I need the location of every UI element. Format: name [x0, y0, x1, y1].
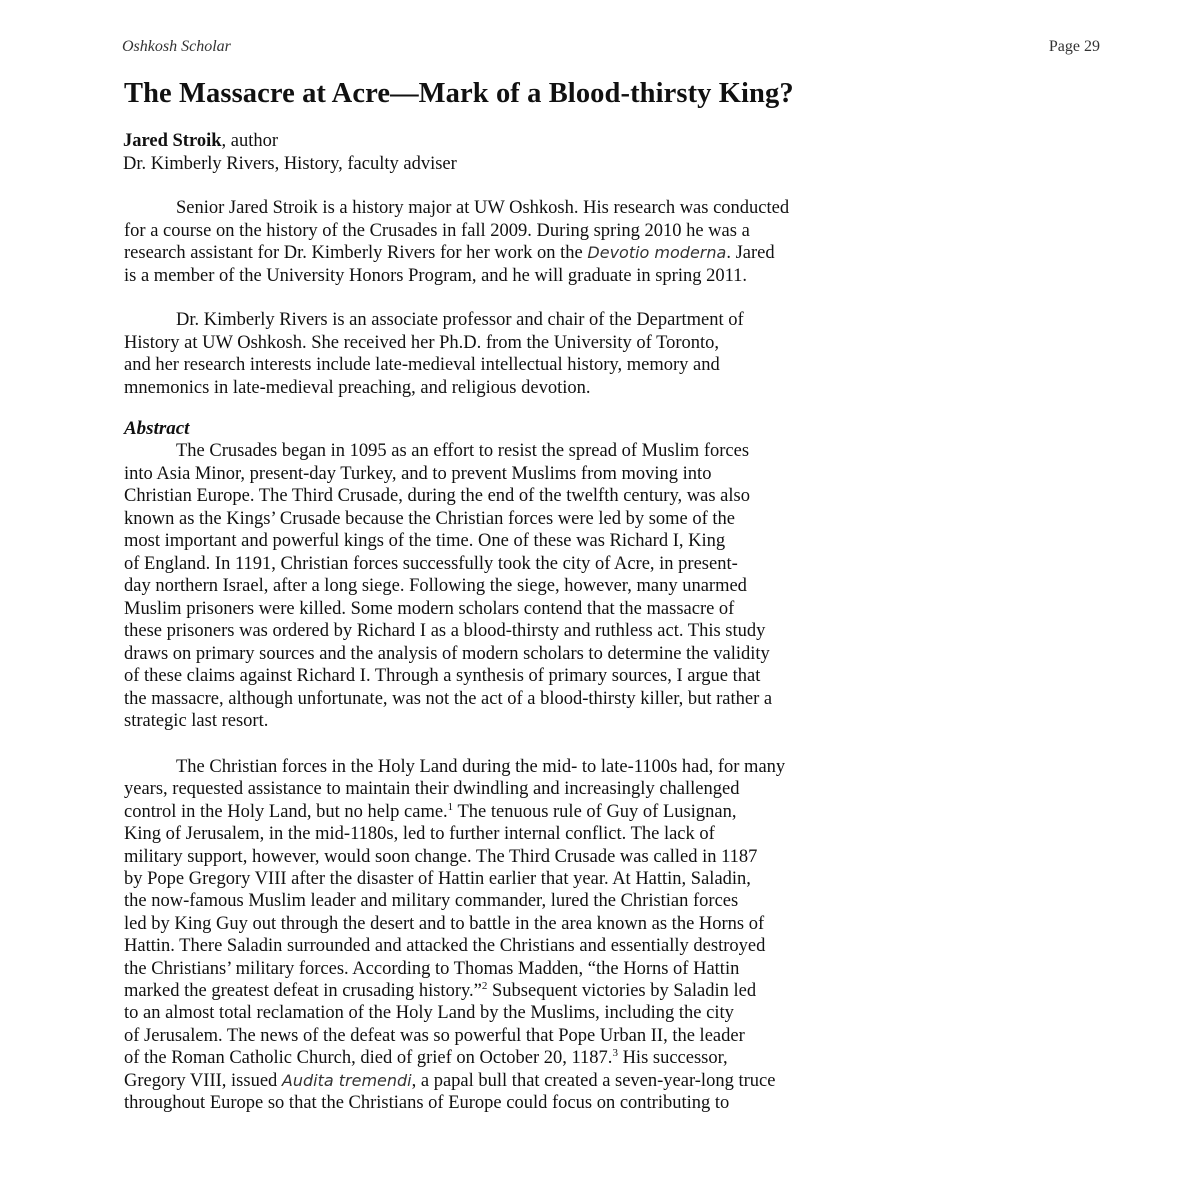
- text-line: is a member of the University Honors Program, and he will graduate in spring 2011.: [124, 265, 748, 286]
- text-line: draws on primary sources and the analysis of modern scholars to determine the validity: [124, 643, 770, 664]
- text-line: the massacre, although unfortunate, was not the act of a blood-thirsty killer, but rather a: [124, 688, 773, 709]
- footnote-marker: 2: [481, 979, 488, 992]
- text-line: the Christians’ military forces. According to Thomas Madden, “the Horns of Hattin: [124, 958, 740, 979]
- article-title: The Massacre at Acre—Mark of a Blood-thirsty King?: [124, 78, 794, 109]
- text-line: these prisoners was ordered by Richard I as a blood-thirsty and ruthless act. This study: [124, 621, 766, 641]
- text-line: military support, however, would soon change. The Third Crusade was called in 1187: [124, 846, 758, 867]
- text-line: led by King Guy out through the desert and to battle in the area known as the Horns of: [124, 913, 765, 934]
- text-segment: Gregory VIII, issued: [124, 1070, 282, 1091]
- text-line: years, requested assistance to maintain their dwindling and increasingly challenged: [124, 779, 740, 800]
- body-paragraph: [124, 756, 1114, 1115]
- adviser-line: Dr. Kimberly Rivers, History, faculty adviser: [123, 154, 457, 174]
- text-line: [124, 1070, 1114, 1092]
- author-role: , author: [221, 131, 279, 151]
- running-header: [122, 38, 1100, 60]
- text-line: the now-famous Muslim leader and military commander, lured the Christian forces: [124, 891, 739, 912]
- text-segment: Subsequent victories by Saladin led: [487, 981, 757, 1002]
- text-line: Christian Europe. The Third Crusade, during the end of the twelfth century, was also: [124, 486, 750, 506]
- text-line: Senior Jared Stroik is a history major at UW Oshkosh. His research was conducted: [176, 198, 790, 218]
- text-segment: of the Roman Catholic Church, died of grief on October 20, 1187.: [124, 1048, 613, 1069]
- text-segment: control in the Holy Land, but no help came.: [124, 801, 448, 822]
- text-line: [124, 801, 1114, 823]
- text-line: The Crusades began in 1095 as an effort to resist the spread of Muslim forces: [176, 441, 750, 461]
- italic-term: Audita tremendi: [281, 1070, 412, 1090]
- adviser-bio: [124, 309, 1114, 399]
- text-line: known as the Kings’ Crusade because the Christian forces were led by some of the: [124, 508, 736, 529]
- text-line: day northern Israel, after a long siege. Following the siege, however, many unarmed: [124, 576, 747, 596]
- text-line: [124, 980, 1114, 1002]
- text-line: strategic last resort.: [124, 711, 269, 731]
- text-line: [124, 242, 1114, 265]
- abstract-text: [124, 440, 1114, 733]
- author-line: [123, 130, 457, 153]
- abstract-heading: Abstract: [124, 418, 190, 439]
- text-line: of Jerusalem. The news of the defeat was so powerful that Pope Urban II, the leader: [124, 1025, 745, 1046]
- text-line: and her research interests include late-medieval intellectual history, memory and: [124, 355, 720, 375]
- text-line: to an almost total reclamation of the Holy Land by the Muslims, including the city: [124, 1003, 734, 1024]
- text-line: Muslim prisoners were killed. Some modern scholars contend that the massacre of: [124, 598, 735, 619]
- text-line: History at UW Oshkosh. She received her Ph.D. from the University of Toronto,: [124, 332, 720, 353]
- author-name: Jared Stroik: [123, 131, 222, 151]
- italic-term: Devotio moderna: [587, 243, 727, 262]
- text-segment: marked the greatest defeat in crusading history.”: [124, 981, 482, 1002]
- text-segment: His successor,: [617, 1048, 728, 1069]
- text-line: of these claims against Richard I. Through a synthesis of primary sources, I argue that: [124, 666, 761, 686]
- text-line: of England. In 1191, Christian forces successfully took the city of Acre, in present-: [124, 553, 738, 574]
- author-bio: [124, 197, 1114, 287]
- page-number: Page 29: [1048, 38, 1100, 55]
- text-line: [124, 1047, 1114, 1069]
- text-line: King of Jerusalem, in the mid-1180s, led to further internal conflict. The lack of: [124, 824, 715, 845]
- text-line: into Asia Minor, present-day Turkey, and to prevent Muslims from moving into: [124, 463, 712, 484]
- bylines: [123, 130, 457, 176]
- text-segment: , a papal bull that created a seven-year-long truce: [411, 1070, 776, 1091]
- text-line: by Pope Gregory VIII after the disaster of Hattin earlier that year. At Hattin, Saladin,: [124, 869, 751, 890]
- footnote-marker: 1: [447, 800, 454, 813]
- text-line: Dr. Kimberly Rivers is an associate professor and chair of the Department of: [176, 310, 744, 330]
- text-segment: The tenuous rule of Guy of Lusignan,: [453, 801, 737, 822]
- journal-name: Oshkosh Scholar: [122, 38, 231, 55]
- text-line: for a course on the history of the Crusades in fall 2009. During spring 2010 he was a: [124, 220, 750, 241]
- text-line: throughout Europe so that the Christians of Europe could focus on contributing to: [124, 1093, 730, 1114]
- footnote-marker: 3: [612, 1047, 618, 1060]
- text-segment: . Jared: [726, 243, 775, 263]
- text-line: mnemonics in late-medieval preaching, and religious devotion.: [124, 377, 591, 398]
- text-line: most important and powerful kings of the time. One of these was Richard I, King: [124, 531, 726, 551]
- text-line: Hattin. There Saladin surrounded and attacked the Christians and essentially destroyed: [124, 936, 766, 957]
- text-segment: research assistant for Dr. Kimberly Rivers for her work on the: [124, 243, 588, 263]
- text-line: The Christian forces in the Holy Land during the mid- to late-1100s had, for many: [176, 757, 786, 777]
